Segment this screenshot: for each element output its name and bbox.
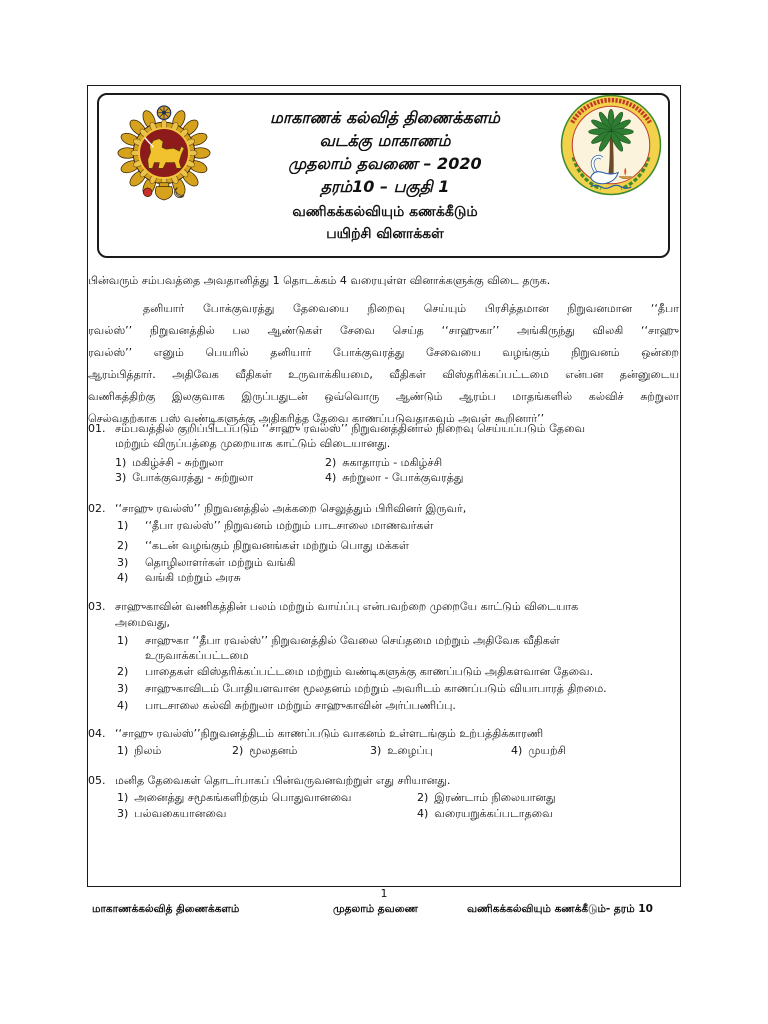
passage-line: தனியார் போக்குவரத்து தேவையை நிறைவு செய்யும் பிரசித்தமான நிறுவனமான ‘‘தீபா [143,302,679,315]
answer-option [417,807,675,821]
option-text: இரண்டாம் நிலையானது [434,791,556,804]
option-label: 2) [117,665,129,678]
answer-option [117,744,227,758]
option-label: 1) [117,634,129,647]
passage-line: செல்வதற்காக பஸ் வண்டிகளுக்கு அதிகரித்த தேவை காணப்படுவதாகவும் அவள் கூறினார்’’ [88,412,545,425]
passage-line: ஆரம்பித்தார். அதிவேக வீதிகள் உருவாக்கியமை, வீதிகள் விஸ்தரிக்கப்பட்டமை என்பன தன்னுடைய [88,368,679,381]
answer-option [117,791,412,805]
option-text: வரையறுக்கப்படாதவை [434,807,553,820]
question-number: 03. [88,600,106,613]
option-text: முயற்சி [528,744,567,757]
option-text: ‘‘தீபா ரவல்ஸ்’’ நிறுவனம் மற்றும் பாடசாலை மாணவர்கள் [145,519,434,532]
option-label: 2) [232,744,244,757]
passage-line: ரவல்ஸ்’’ நிறுவனத்தில் பல ஆண்டுகள் சேவை செய்த ‘‘சாஹுகா’’ அங்கிருந்து விலகி ‘‘சாஹு [88,324,679,337]
option-text: போக்குவரத்து - சுற்றுலா [132,471,254,484]
header-grade-part: தரம்10 – பகுதி 1 [320,177,450,196]
option-label: 1) [115,456,127,469]
answer-option [325,456,675,470]
option-text: வங்கி மற்றும் அரசு [145,571,241,584]
option-label: 3) [115,471,127,484]
answer-option [370,744,505,758]
option-text: உழைப்பு [387,744,433,757]
option-label: 2) [325,456,337,469]
header-department: மாகாணக் கல்வித் திணைக்களம் [269,108,501,127]
question-number: 05. [88,774,106,787]
question-stem: ‘‘சாஹு ரவல்ஸ்’’நிறுவனத்திடம் காணப்படும் வாகனம் உள்ளடங்கும் உற்பத்திக்காரணி [115,727,544,740]
option-text: சுகாதாரம் - மகிழ்ச்சி [342,456,443,469]
option-label: 2) [117,539,129,552]
footer-subject-grade: வணிகக்கல்வியும் கணக்கீடும்- தரம் 10 [467,903,653,915]
answer-option [115,456,320,470]
option-label: 1) [117,744,129,757]
option-text: மகிழ்ச்சி - சுற்றுலா [132,456,224,469]
option-label: 4) [117,571,129,584]
question-stem: அமைவது, [115,616,171,629]
question-number: 01. [88,422,106,435]
answer-option [117,807,412,821]
header-paper-type: பயிற்சி வினாக்கள் [326,226,444,242]
header-subject: வணிகக்கல்வியும் கணக்கீடும் [292,204,478,220]
answer-option [232,744,364,758]
question-stem: சாஹுகாவின் வணிகத்தின் பலம் மற்றும் வாய்ப்பு என்பவற்றை முறையே காட்டும் விடையாக [115,600,579,613]
question-stem: மனித தேவைகள் தொடர்பாகப் பின்வருவனவற்றுள் எது சரியானது. [115,774,451,787]
option-label: 1) [117,791,129,804]
footer-term: முதலாம் தவணை [333,903,418,915]
header-province: வடக்கு மாகாணம் [319,131,451,150]
option-text: ‘‘கடன் வழங்கும் நிறுவனங்கள் மற்றும் பொது மக்கள் [145,539,409,552]
option-label: 3) [117,682,129,695]
footer-department: மாகாணக்கல்வித் திணைக்களம் [92,903,240,915]
option-text: சாஹுகாவிடம் போதியளவான மூலதனம் மற்றும் அவரிடம் காணப்படும் வியாபாரத் திறமை. [145,682,607,695]
option-label: 2) [417,791,429,804]
option-text-continued: உருவாக்கப்பட்டமை [145,649,249,662]
option-text: அனைத்து சமூகங்களிற்கும் பொதுவானவை [134,791,352,804]
answer-option [417,791,675,805]
option-label: 3) [117,807,129,820]
passage-line: ரவல்ஸ்’’ எனும் பெயரில் தனியார் போக்குவரத்து சேவையை வழங்கும் நிறுவனம் ஒன்றை [88,346,679,359]
option-text: நிலம் [134,744,162,757]
option-label: 4) [117,699,129,712]
question-stem: சம்பவத்தில் குறிப்பிடப்படும் ‘‘சாஹு ரவல்ஸ்’’ நிறுவனத்தினால் நிறைவு செய்யப்படும் தேவை [115,422,586,435]
option-text: தொழிலாளர்கள் மற்றும் வங்கி [145,556,296,569]
question-stem: ‘‘சாஹு ரவல்ஸ்’’ நிறுவனத்தில் அக்கறை செலுத்தும் பிரிவினர் இருவர், [115,502,467,515]
page-number: 1 [380,887,388,900]
question-number: 02. [88,502,106,515]
option-label: 4) [325,471,337,484]
passage-line: வணிகத்திற்கு இலகுவாக இருப்பதுடன் ஒவ்வொரு ஆண்டும் ஆரம்ப மாதங்களில் கல்விச் சுற்றுலா [88,390,679,403]
option-text: பாதைகள் விஸ்தரிக்கப்பட்டமை மற்றும் வண்டிகளுக்கு காணப்படும் அதிகளவான தேவை. [145,665,594,678]
option-text: சுற்றுலா - போக்குவரத்து [342,471,464,484]
option-label: 1) [117,519,129,532]
option-text: சாஹுகா ‘‘தீபா ரவல்ஸ்’’ நிறுவனத்தில் வேலை செய்தமை மற்றும் அதிவேக வீதிகள் [145,634,560,647]
option-label: 4) [417,807,429,820]
option-text: மூலதனம் [249,744,298,757]
instruction-text: பின்வரும் சம்பவத்தை அவதானித்து 1 தொடக்கம் 4 வரையுள்ள வினாக்களுக்கு விடை தருக. [88,274,551,287]
option-text: பாடசாலை கல்வி சுற்றுலா மற்றும் சாஹுகாவின் அர்ப்பணிப்பு. [145,699,456,712]
option-label: 4) [511,744,523,757]
answer-option [115,471,320,485]
answer-option [511,744,671,758]
question-stem: மற்றும் விருப்பத்தை முறையாக காட்டும் விடையானது. [115,437,391,450]
option-text: பல்வகையானவை [134,807,227,820]
answer-option [325,471,675,485]
header-term: முதலாம் தவணை – 2020 [288,154,482,173]
northern-province-emblem-icon [560,94,662,196]
sri-lanka-emblem-icon [116,104,212,202]
option-label: 3) [370,744,382,757]
question-number: 04. [88,727,106,740]
option-label: 3) [117,556,129,569]
